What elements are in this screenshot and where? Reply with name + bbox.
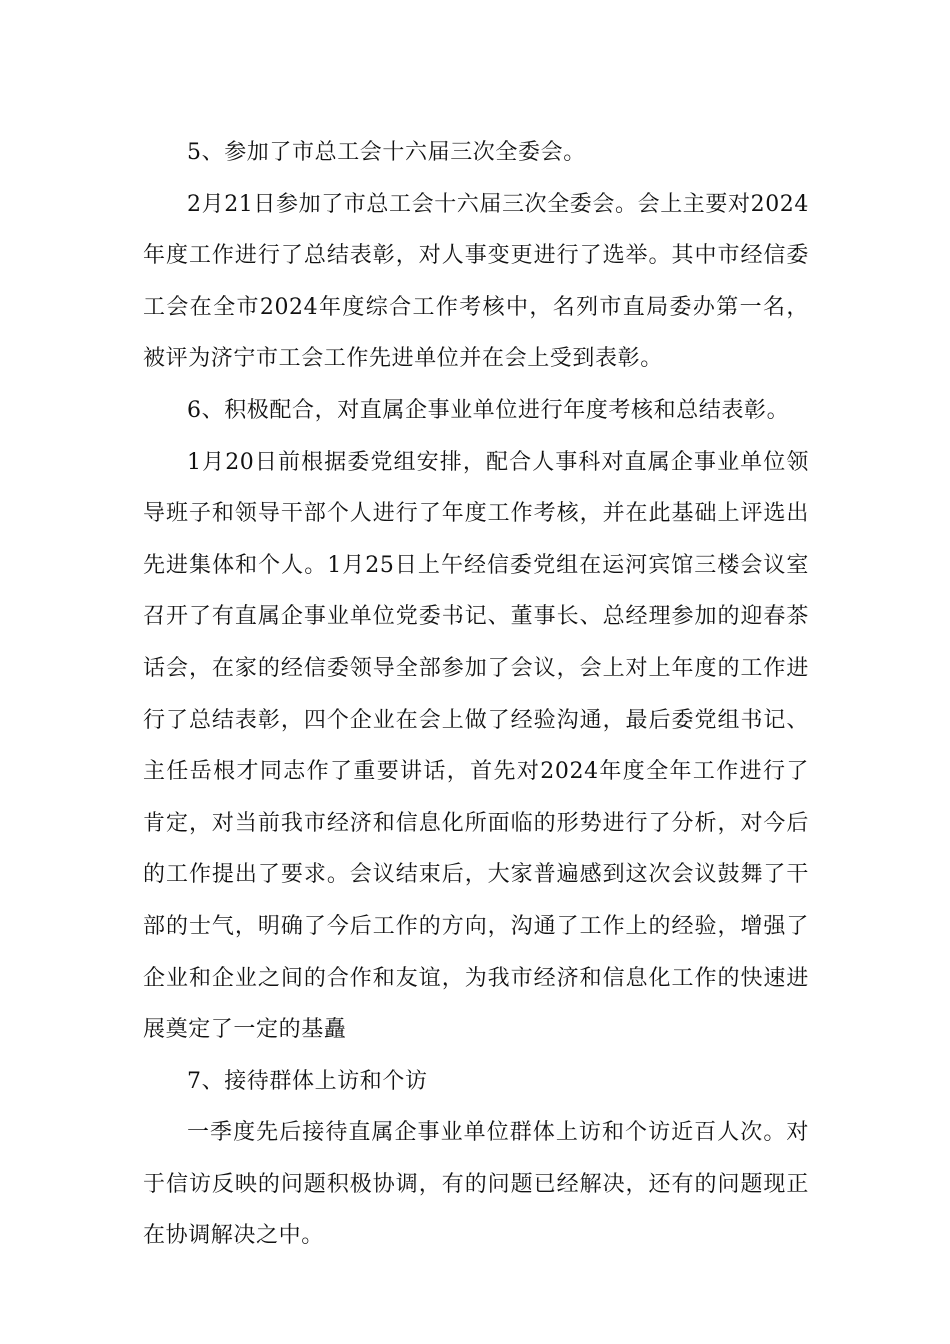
paragraph-item-5-body: 2月21日参加了市总工会十六届三次全委会。会上主要对2024年度工作进行了总结表彰，对人事变更进行了选举。其中市经信委工会在全市2024年度综合工作考核中，名列市直局委办第一名，被评为济宁市工会工作先进单位并在会上受到表彰。	[143, 191, 809, 372]
paragraph-item-7-body: 一季度先后接待直属企事业单位群体上访和个访近百人次。对于信访反映的问题积极协调，有的问题已经解决，还有的问题现正在协调解决之中。	[143, 1120, 809, 1249]
paragraph-item-7-heading: 7、接待群体上访和个访	[187, 1068, 428, 1094]
paragraph-item-6-heading: 6、积极配合，对直属企事业单位进行年度考核和总结表彰。	[187, 397, 790, 423]
document-body	[143, 127, 809, 1262]
paragraph-item-5-heading: 5、参加了市总工会十六届三次全委会。	[187, 140, 586, 165]
paragraph-item-6-body: 1月20日前根据委党组安排，配合人事科对直属企事业单位领导班子和领导干部个人进行了年度工作考核，并在此基础上评选出先进集体和个人。1月25日上午经信委党组在运河宾馆三楼会议室召开了有直属企事业单位党委书记、董事长、总经理参加的迎春茶话会，在家的经信委领导全部参加了会议，会上对上年度的工作进行了总结表彰，四个企业在会上做了经验沟通，最后委党组书记、主任岳根才同志作了重要讲话，首先对2024年度全年工作进行了肯定，对当前我市经济和信息化所面临的形势进行了分析，对今后的工作提出了要求。会议结束后，大家普遍感到这次会议鼓舞了干部的士气，明确了今后工作的方向，沟通了工作上的经验，增强了企业和企业之间的合作和友谊，为我市经济和信息化工作的快速进展奠定了一定的基矗	[143, 449, 809, 1043]
